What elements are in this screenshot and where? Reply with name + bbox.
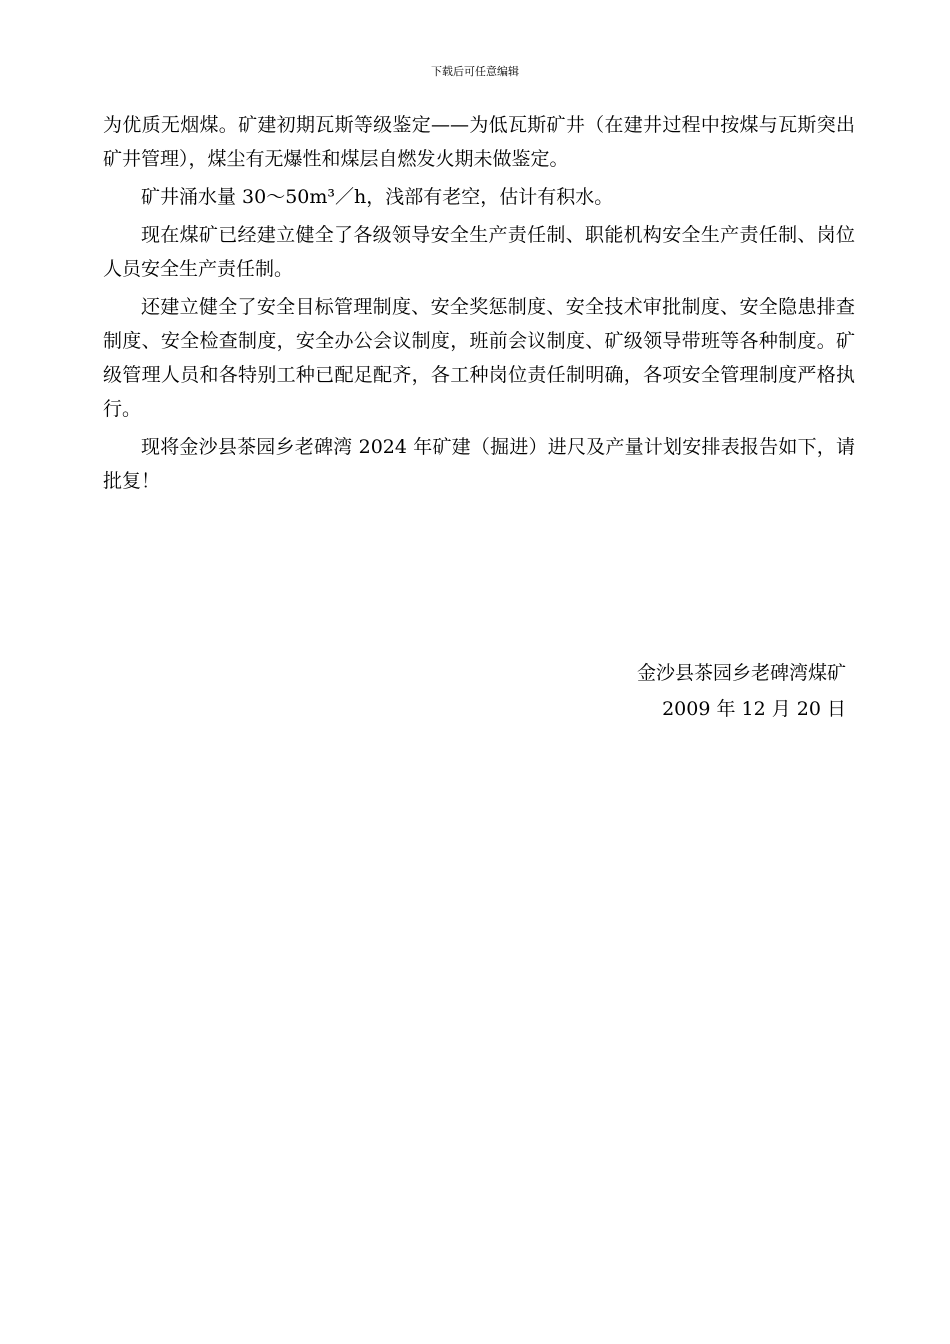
paragraph-water-inflow: 矿井涌水量 30～50m³／h，浅部有老空，估计有积水。 — [141, 186, 614, 208]
paragraph-responsibility-system: 现在煤矿已经建立健全了各级领导安全生产责任制、职能机构安全生产责任制、岗位人员安全生产责任制。 — [103, 224, 855, 280]
document-body — [103, 108, 855, 502]
paragraph-report-request: 现将金沙县茶园乡老碑湾 2024 年矿建（掘进）进尺及产量计划安排表报告如下，请批复！ — [103, 436, 855, 492]
signature-organization: 金沙县茶园乡老碑湾煤矿 — [636, 662, 846, 684]
paragraph-gas-classification: 为优质无烟煤。矿建初期瓦斯等级鉴定——为低瓦斯矿井（在建井过程中按煤与瓦斯突出矿井管理），煤尘有无爆性和煤层自燃发火期未做鉴定。 — [103, 114, 855, 170]
signature-block — [637, 655, 846, 727]
signature-date: 2009 年 12 月 20 日 — [662, 698, 846, 720]
paragraph-management-systems: 还建立健全了安全目标管理制度、安全奖惩制度、安全技术审批制度、安全隐患排查制度、安全检查制度，安全办公会议制度，班前会议制度、矿级领导带班等各种制度。矿级管理人员和各特别工种已配足配齐，各工种岗位责任制明确，各项安全管理制度严格执行。 — [103, 296, 855, 420]
page-header-note: 下载后可任意编辑 — [431, 65, 519, 78]
